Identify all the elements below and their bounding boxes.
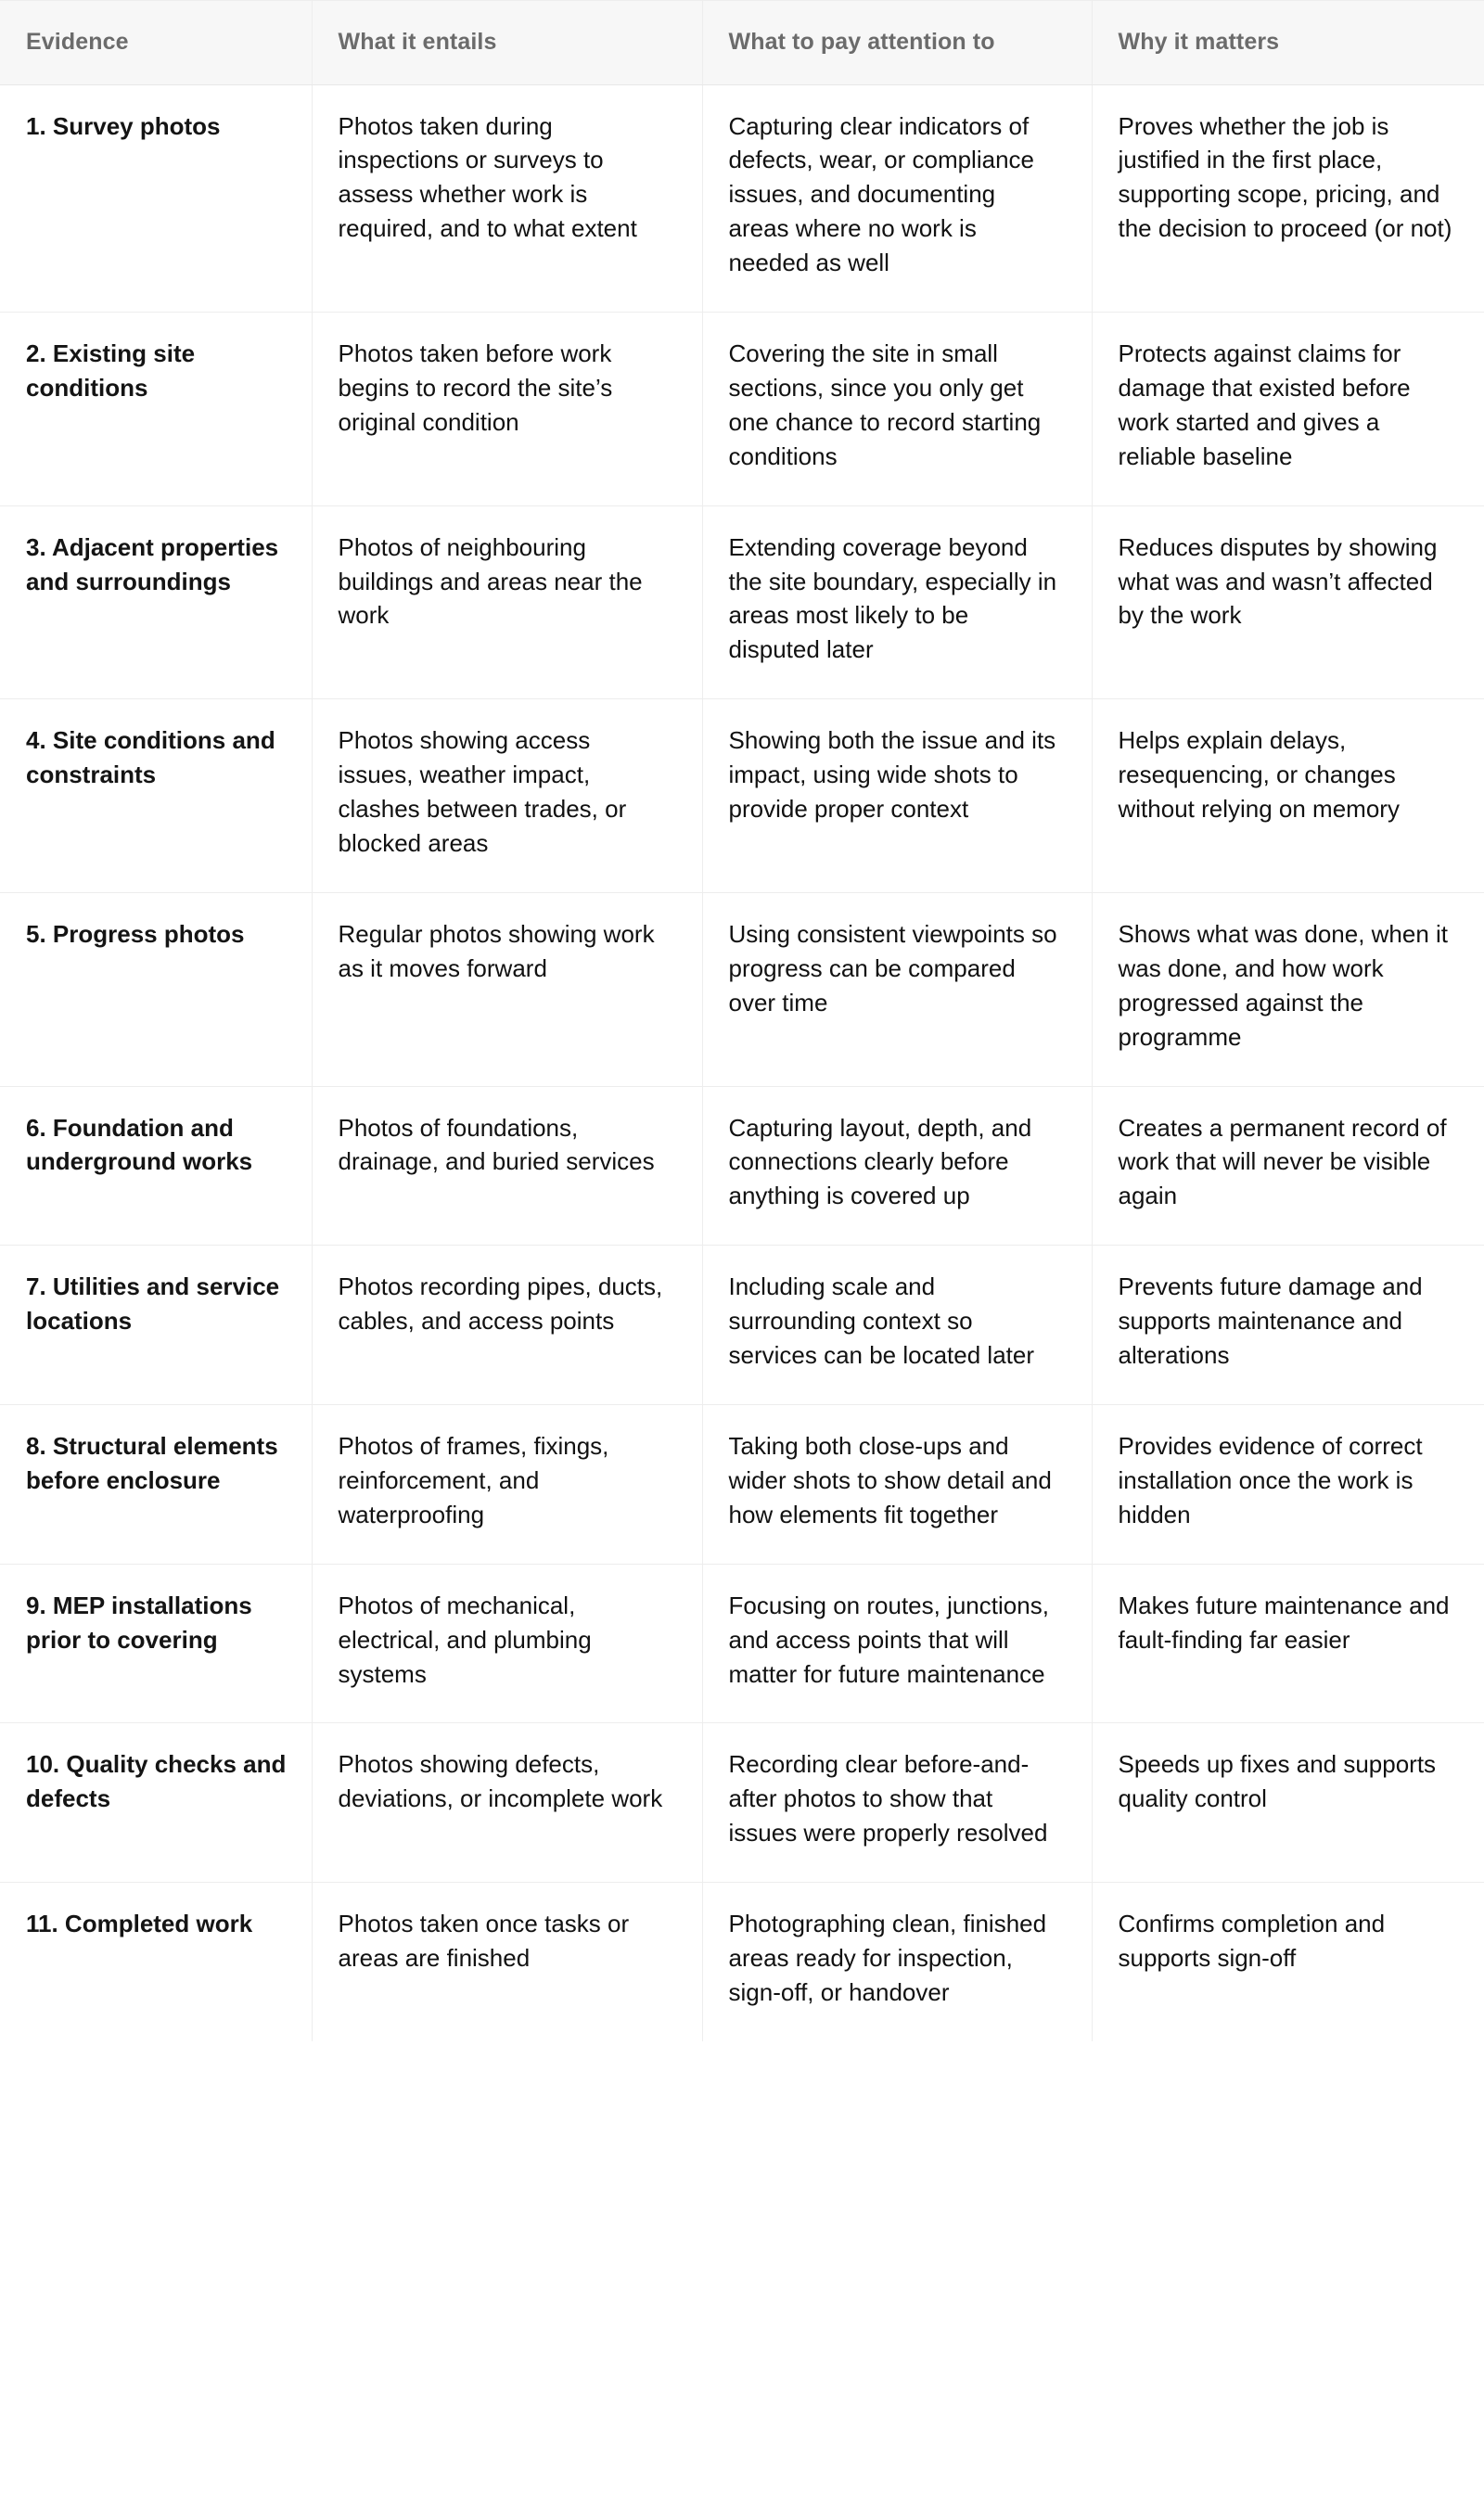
- table-header-row: [0, 1, 1484, 84]
- cell-evidence: 8. Structural elements before enclosure: [0, 1404, 312, 1564]
- cell-what-to-pay-attention-to: Capturing layout, depth, and connections clearly before anything is covered up: [702, 1086, 1092, 1246]
- cell-what-it-entails: Photos taken before work begins to record the site’s original condition: [312, 313, 702, 506]
- evidence-table: [0, 1, 1484, 2041]
- table-row: [0, 1723, 1484, 1883]
- table-row: [0, 84, 1484, 313]
- cell-why-it-matters: Prevents future damage and supports maintenance and alterations: [1092, 1246, 1484, 1405]
- cell-what-to-pay-attention-to: Focusing on routes, junctions, and access points that will matter for future maintenance: [702, 1564, 1092, 1723]
- table-row: [0, 1246, 1484, 1405]
- cell-what-it-entails: Photos showing defects, deviations, or incomplete work: [312, 1723, 702, 1883]
- cell-what-to-pay-attention-to: Capturing clear indicators of defects, wear, or compliance issues, and documenting areas where no work is needed as well: [702, 84, 1092, 313]
- cell-why-it-matters: Protects against claims for damage that existed before work started and gives a reliable baseline: [1092, 313, 1484, 506]
- table-header: [0, 1, 1484, 84]
- cell-evidence: 2. Existing site conditions: [0, 313, 312, 506]
- cell-why-it-matters: Makes future maintenance and fault-finding far easier: [1092, 1564, 1484, 1723]
- cell-why-it-matters: Creates a permanent record of work that will never be visible again: [1092, 1086, 1484, 1246]
- cell-what-to-pay-attention-to: Using consistent viewpoints so progress can be compared over time: [702, 892, 1092, 1086]
- cell-why-it-matters: Shows what was done, when it was done, and how work progressed against the programme: [1092, 892, 1484, 1086]
- cell-evidence: 11. Completed work: [0, 1883, 312, 2041]
- cell-evidence: 10. Quality checks and defects: [0, 1723, 312, 1883]
- table-row: [0, 1564, 1484, 1723]
- table-row: [0, 1883, 1484, 2041]
- cell-evidence: 9. MEP installations prior to covering: [0, 1564, 312, 1723]
- table-row: [0, 1086, 1484, 1246]
- cell-what-to-pay-attention-to: Photographing clean, finished areas ready for inspection, sign-off, or handover: [702, 1883, 1092, 2041]
- cell-what-it-entails: Photos of mechanical, electrical, and plumbing systems: [312, 1564, 702, 1723]
- cell-evidence: 4. Site conditions and constraints: [0, 699, 312, 893]
- cell-evidence: 7. Utilities and service locations: [0, 1246, 312, 1405]
- cell-why-it-matters: Proves whether the job is justified in the first place, supporting scope, pricing, and the decision to proceed (or not): [1092, 84, 1484, 313]
- cell-what-it-entails: Regular photos showing work as it moves forward: [312, 892, 702, 1086]
- column-header-why-it-matters: Why it matters: [1092, 1, 1484, 84]
- table-row: [0, 505, 1484, 699]
- cell-why-it-matters: Confirms completion and supports sign-off: [1118, 1910, 1386, 1973]
- cell-what-it-entails: Photos of neighbouring buildings and areas near the work: [312, 505, 702, 699]
- cell-what-to-pay-attention-to: Showing both the issue and its impact, using wide shots to provide proper context: [702, 699, 1092, 893]
- cell-what-it-entails: Photos of frames, fixings, reinforcement, and waterproofing: [312, 1404, 702, 1564]
- cell-what-to-pay-attention-to: Recording clear before-and-after photos to show that issues were properly resolved: [702, 1723, 1092, 1883]
- cell-evidence: 5. Progress photos: [0, 892, 312, 1086]
- column-header-what-it-entails: What it entails: [312, 1, 702, 84]
- cell-what-to-pay-attention-to: Including scale and surrounding context so services can be located later: [702, 1246, 1092, 1405]
- cell-what-it-entails: Photos taken during inspections or surveys to assess whether work is required, and to what extent: [312, 84, 702, 313]
- cell-what-it-entails: Photos showing access issues, weather impact, clashes between trades, or blocked areas: [312, 699, 702, 893]
- cell-why-it-matters: Helps explain delays, resequencing, or changes without relying on memory: [1092, 699, 1484, 893]
- column-header-evidence: Evidence: [0, 1, 312, 84]
- table-row: [0, 699, 1484, 893]
- table-row: [0, 892, 1484, 1086]
- table-row: [0, 1404, 1484, 1564]
- table-body: [0, 84, 1484, 2041]
- cell-evidence: 1. Survey photos: [0, 84, 312, 313]
- cell-what-to-pay-attention-to: Extending coverage beyond the site boundary, especially in areas most likely to be disputed later: [702, 505, 1092, 699]
- cell-evidence: 3. Adjacent properties and surroundings: [0, 505, 312, 699]
- cell-why-it-matters: Speeds up fixes and supports quality control: [1092, 1723, 1484, 1883]
- table-row: [0, 313, 1484, 506]
- column-header-what-to-pay-attention-to: What to pay attention to: [702, 1, 1092, 84]
- cell-what-to-pay-attention-to: Taking both close-ups and wider shots to show detail and how elements fit together: [702, 1404, 1092, 1564]
- cell-what-it-entails: Photos of foundations, drainage, and buried services: [312, 1086, 702, 1246]
- cell-why-it-matters: Provides evidence of correct installation once the work is hidden: [1092, 1404, 1484, 1564]
- cell-what-it-entails: Photos taken once tasks or areas are finished: [312, 1883, 702, 2041]
- cell-evidence: 6. Foundation and underground works: [0, 1086, 312, 1246]
- cell-why-it-matters: Reduces disputes by showing what was and wasn’t affected by the work: [1092, 505, 1484, 699]
- cell-what-to-pay-attention-to: Covering the site in small sections, since you only get one chance to record starting conditions: [702, 313, 1092, 506]
- cell-what-it-entails: Photos recording pipes, ducts, cables, and access points: [312, 1246, 702, 1405]
